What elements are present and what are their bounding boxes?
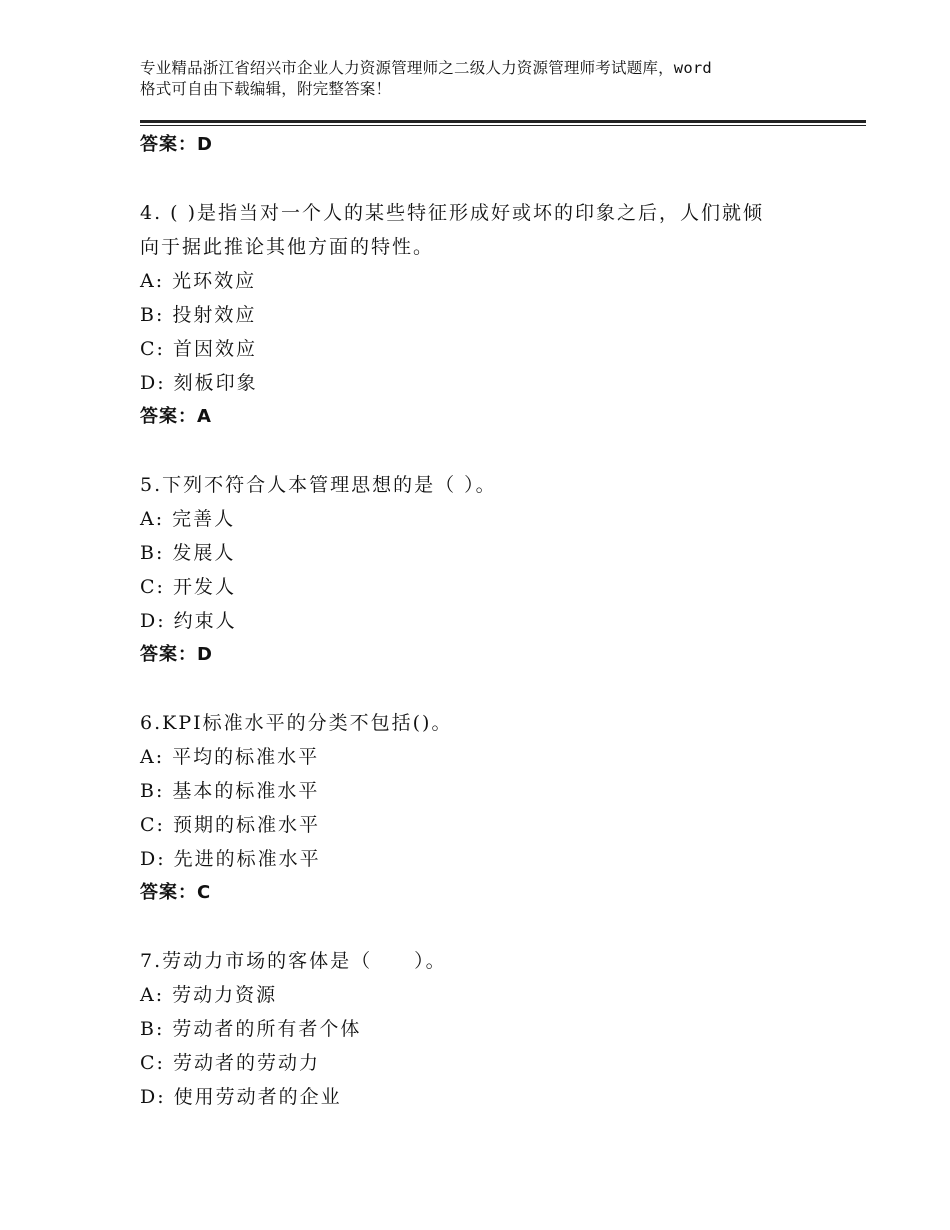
option-b: B: 基本的标准水平 [140, 780, 320, 802]
question-stem: 5.下列不符合人本管理思想的是（ ）。 [140, 474, 497, 496]
option-d: D: 约束人 [140, 610, 237, 632]
option-a: A: 平均的标准水平 [140, 746, 320, 768]
option-a: A: 完善人 [140, 508, 236, 530]
answer: 答案：D [140, 644, 213, 665]
header-line-1: 专业精品浙江省绍兴市企业人力资源管理师之二级人力资源管理师考试题库，word [140, 59, 712, 77]
question-stem: 7.劳动力市场的客体是（ ）。 [140, 950, 447, 972]
question-7 [140, 944, 830, 1114]
option-b: B: 投射效应 [140, 304, 257, 326]
question-list [140, 128, 830, 1114]
answer: 答案：C [140, 882, 212, 903]
option-b: B: 发展人 [140, 542, 236, 564]
option-c: C: 开发人 [140, 576, 236, 598]
header-line-2: 格式可自由下载编辑，附完整答案！ [140, 80, 392, 98]
question-stem: 4. ( )是指当对一个人的某些特征形成好或坏的印象之后，人们就倾 [140, 202, 765, 224]
option-d: D: 刻板印象 [140, 372, 258, 394]
option-b: B: 劳动者的所有者个体 [140, 1018, 362, 1040]
question-stem: 6.KPI标准水平的分类不包括()。 [140, 712, 453, 734]
document-header [140, 58, 830, 100]
question-5 [140, 468, 830, 672]
answer: 答案：A [140, 406, 212, 427]
header-rule-thick [140, 120, 866, 123]
option-c: C: 预期的标准水平 [140, 814, 320, 836]
option-d: D: 先进的标准水平 [140, 848, 321, 870]
previous-answer: 答案：D [140, 134, 213, 155]
option-d: D: 使用劳动者的企业 [140, 1086, 342, 1108]
option-c: C: 劳动者的劳动力 [140, 1052, 320, 1074]
header-rule-thin [140, 125, 866, 126]
question-stem-cont: 向于据此推论其他方面的特性。 [140, 236, 435, 258]
option-a: A: 光环效应 [140, 270, 257, 292]
question-4 [140, 196, 830, 434]
option-c: C: 首因效应 [140, 338, 257, 360]
question-6 [140, 706, 830, 910]
option-a: A: 劳动力资源 [140, 984, 278, 1006]
